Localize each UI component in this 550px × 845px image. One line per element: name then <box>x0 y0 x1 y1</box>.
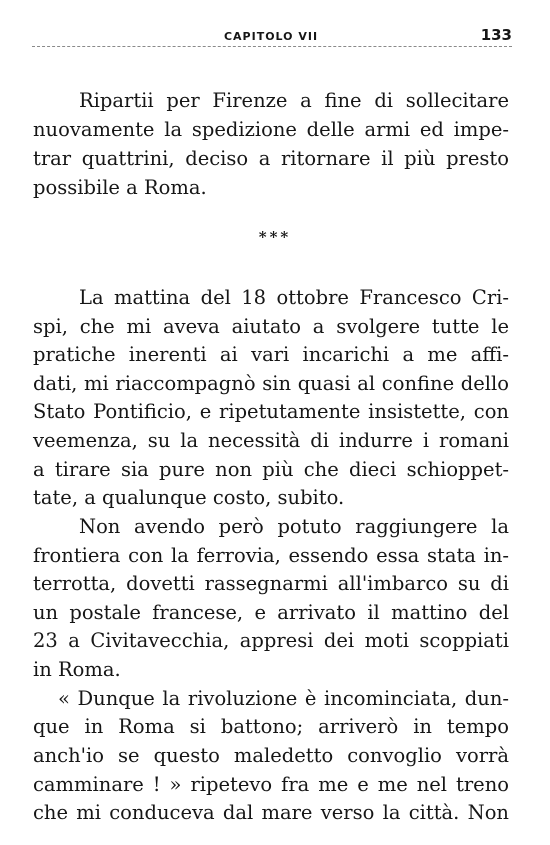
text-line: camminare ! » ripetevo fra me e me nel treno <box>33 773 509 796</box>
text-line: La mattina del 18 ottobre Francesco Cri- <box>79 286 509 309</box>
chapter-title: CAPITOLO VII <box>223 30 319 43</box>
text-line: a tirare sia pure non più che dieci schioppet- <box>33 458 509 481</box>
section-separator: *** <box>258 228 292 246</box>
text-line: trar quattrini, deciso a ritornare il più presto <box>33 147 509 170</box>
text-line: un postale francese, e arrivato il mattino del <box>33 601 509 624</box>
text-line: spi, che mi aveva aiutato a svolgere tutte le <box>33 315 509 338</box>
text-line: Non avendo però potuto raggiungere la <box>79 515 509 538</box>
text-line: che mi conduceva dal mare verso la città. Non <box>33 801 509 824</box>
text-line: veemenza, su la necessità di indurre i romani <box>33 429 509 452</box>
text-line: pratiche inerenti ai vari incarichi a me affi- <box>33 343 509 366</box>
text-line: dati, mi riaccompagnò sin quasi al confine dello <box>33 372 509 395</box>
text-line: Ripartii per Firenze a fine di sollecitare <box>79 89 509 112</box>
text-line: Stato Pontificio, e ripetutamente insistette, con <box>33 400 509 423</box>
text-line: nuovamente la spedizione delle armi ed impe- <box>33 118 509 141</box>
text-line: in Roma. <box>33 658 121 681</box>
text-line: tate, a qualunque costo, subito. <box>33 486 345 509</box>
running-head <box>30 26 512 46</box>
text-line: anch'io se questo maledetto convoglio vorrà <box>33 744 509 767</box>
page-number: 133 <box>480 26 512 44</box>
text-line: « Dunque la rivoluzione è incominciata, dun- <box>58 687 509 710</box>
header-rule <box>32 46 512 47</box>
text-line: terrotta, dovetti rassegnarmi all'imbarco su di <box>33 572 509 595</box>
text-line: 23 a Civitavecchia, appresi dei moti scoppiati <box>33 629 509 652</box>
text-line: possibile a Roma. <box>33 176 207 199</box>
text-line: que in Roma si battono; arriverò in tempo <box>33 715 509 738</box>
text-line: frontiera con la ferrovia, essendo essa stata in- <box>33 544 509 567</box>
